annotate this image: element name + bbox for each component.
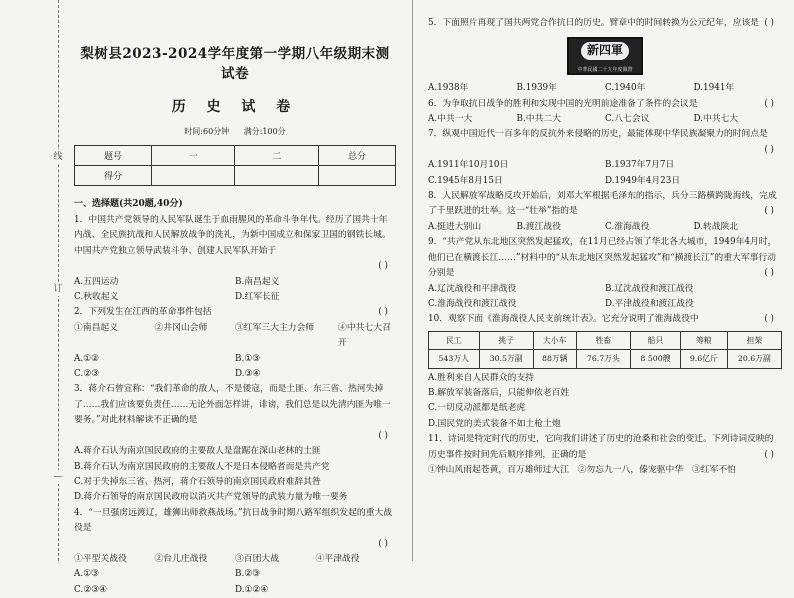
section-heading: 一、选择题(共20题,40分): [74, 199, 183, 209]
stats-header: 挑子: [479, 331, 533, 349]
score-header: 一: [152, 146, 235, 166]
armband-text: 新四軍: [581, 42, 629, 59]
score-cell: [152, 166, 235, 186]
question-stem: 6．为争取抗日战争的胜利和实现中国的光明前途准备了条件的会议是: [428, 98, 698, 109]
option: A.①②: [74, 353, 99, 364]
option: C.1945年8月15日: [428, 175, 503, 186]
stats-header: 民工: [429, 331, 480, 349]
score-header: 题号: [75, 146, 152, 166]
question-stem: 7．纵观中国近代一百多年的反抗外来侵略的历史，最能体现中华民族凝聚力的时间点是: [428, 129, 768, 140]
option: D.国民党的美式装备不如土枪土炮: [428, 418, 561, 429]
question-stem: 3．蒋介石曾宣称：“我们革命的敌人，不是倭寇，而是土匪、东三省、热河失掉了……我们应该要负责任……无论外面怎样讲，诽谤，我们总是以先清内匪为唯一要务。”对此材料解读不正确的是: [74, 384, 391, 426]
option-item: ④中共七大召开: [338, 322, 391, 349]
option-item: ④平津战役: [315, 553, 360, 564]
option: B.1939年: [516, 83, 557, 94]
question-stem: 2．下列发生在江西的革命事件包括: [74, 307, 212, 318]
option: B.中共二大: [516, 114, 561, 125]
stats-cell: 88万辆: [533, 350, 576, 368]
exam-subject: 历 史 试 卷: [171, 99, 299, 115]
question-2: [74, 305, 396, 382]
binding-mark: —: [50, 470, 66, 484]
answer-paren: ( ): [764, 206, 774, 217]
option: D.转战陕北: [693, 221, 739, 232]
stats-cell: 76.7万头: [576, 350, 630, 368]
option: D.①②④: [235, 584, 269, 595]
score-row-label: 得分: [75, 166, 152, 186]
option: C.淮海战役和渡江战役: [428, 298, 517, 309]
armband-subtext: 中華民國二十九年度佩帶: [577, 66, 633, 73]
answer-paren: ( ): [378, 538, 388, 549]
exam-title: 梨树县2023-2024学年度第一学期八年级期末测试卷: [80, 46, 390, 82]
answer-paren: ( ): [764, 449, 774, 460]
option: A.辽沈战役和平津战役: [428, 283, 517, 294]
stats-header: 筹粮: [680, 331, 727, 349]
option: B.②③: [235, 569, 261, 580]
option: A.①③: [74, 569, 99, 580]
support-stats-table: [428, 331, 782, 369]
exam-time: 时间:60分钟: [184, 127, 230, 136]
question-stem: 11．诗词是特定时代的历史，它向我们讲述了历史的沧桑和社会的变迁。下列诗词反映的历史事件按时间先后顺序排列，正确的是: [428, 434, 774, 460]
stats-cell: 20.6万副: [727, 350, 781, 368]
armband-photo: [567, 37, 643, 75]
option-item: ③百团大战: [235, 553, 279, 564]
option: D.蒋介石领导的南京国民政府以消灭共产党领导的武装力量为唯一要务: [74, 492, 348, 503]
option: C.淮海战役: [605, 221, 650, 232]
option: C.②③④: [74, 584, 107, 595]
option: A.1911年10月10日: [428, 160, 509, 171]
question-11: [428, 432, 782, 478]
option: C.一切反动派都是纸老虎: [428, 403, 526, 414]
stats-header: 牲畜: [576, 331, 630, 349]
answer-paren: ( ): [764, 18, 774, 28]
binding-mark: 订: [50, 282, 66, 296]
stats-header: 担架: [727, 331, 781, 349]
score-cell: [318, 166, 395, 186]
question-stem: 8．人民解放军战略反攻开始后，刘邓大军根据毛泽东的指示，兵分三路横跨陇海线，完成了千里跃进的壮举。这一“壮举”指的是: [428, 191, 777, 217]
question-7: [428, 127, 782, 189]
option-item: ③红军三大主力会师: [235, 322, 315, 333]
option: B.①③: [235, 353, 261, 364]
right-page: [420, 0, 792, 561]
option: B.解放军装备落后，只能伸依老百姓: [428, 387, 570, 398]
option: B.蒋介石认为南京国民政府的主要敌人不是日本侵略者而是共产党: [74, 461, 330, 472]
question-6: [428, 97, 782, 128]
binding-margin: [0, 0, 63, 561]
option-item: ②勿忘九一八，傣宠驱中华: [577, 464, 684, 475]
option: B.辽沈战役和渡江战役: [605, 283, 694, 294]
option-item: ①平型关战役: [74, 553, 127, 564]
binding-mark: 线: [50, 150, 66, 164]
option: B.南昌起义: [235, 276, 280, 287]
left-page: [64, 0, 404, 595]
option: D.1941年: [693, 83, 735, 94]
option: C.②③: [74, 369, 99, 380]
answer-paren: ( ): [378, 261, 388, 272]
question-1: [74, 213, 396, 305]
option: D.平津战役和渡江战役: [605, 298, 694, 309]
answer-paren: ( ): [764, 98, 774, 109]
question-5: [428, 16, 782, 97]
option: A.挺进大别山: [428, 221, 482, 232]
question-stem: 5．下面照片再现了国共两党合作抗日的历史。臂章中的时间转换为公元纪年，应该是: [428, 18, 760, 28]
option: C.秋收起义: [74, 292, 119, 303]
option-item: ①钟山风雨起苍黄，百万雄师过大江: [428, 464, 569, 475]
stats-cell: 9.6亿斤: [680, 350, 727, 368]
stats-cell: 8 500艘: [631, 350, 681, 368]
question-stem: 1．中国共产党领导的人民军队诞生于血雨腥风的革命斗争年代。经历了国共十年内战、全民族抗战和人民解放战争的洗礼，为新中国成立和保家卫国的钢铁长城。中国共产党独立领导武装斗争、创建人民军队开始于: [74, 215, 391, 256]
stats-cell: 543万人: [429, 350, 480, 368]
question-10: [428, 312, 782, 432]
option: C.1940年: [605, 83, 646, 94]
answer-paren: ( ): [378, 430, 388, 441]
option-item: ①南昌起义: [74, 322, 118, 333]
option: D.红军长征: [235, 292, 280, 303]
question-8: [428, 189, 782, 235]
stats-cell: 30.5万副: [479, 350, 533, 368]
exam-score: 满分:100分: [243, 127, 286, 136]
option: B.渡江战役: [516, 221, 561, 232]
question-stem: 10．观察下面《淮海战役人民支前统计表》。它充分说明了淮海战役中: [428, 314, 699, 325]
option: B.1937年7月7日: [605, 160, 675, 171]
option: C.对于失掉东三省、热河，蒋介石领导的南京国民政府难辞其咎: [74, 476, 321, 487]
stats-header: 大小车: [533, 331, 576, 349]
option: A.1938年: [428, 83, 469, 94]
option: A.蒋介石认为南京国民政府的主要敌人是盘踞在深山老林的土匪: [74, 446, 321, 457]
option: A.五四运动: [74, 276, 119, 287]
answer-paren: ( ): [378, 307, 388, 318]
stats-header: 船只: [631, 331, 681, 349]
option-item: ②井冈山会师: [154, 322, 208, 333]
option-item: ③红军不怕: [691, 464, 736, 475]
option: C.八七会议: [605, 114, 650, 125]
option: D.中共七大: [693, 114, 739, 125]
page-divider: [412, 0, 413, 561]
question-4: [74, 506, 396, 598]
score-header: 总分: [318, 146, 395, 166]
score-table: [74, 145, 396, 186]
answer-paren: ( ): [764, 144, 774, 155]
question-stem: 9．“共产党从东北地区突然发起猛攻，在11月已经占领了华北各大城市，1949年4月时，他们已在横渡长江……”材料中的“从东北地区突然发起猛攻”和“横渡长江”的重大军事行动分别是: [428, 237, 777, 279]
exam-meta: [74, 126, 396, 137]
question-3: [74, 382, 396, 505]
answer-paren: ( ): [764, 268, 774, 279]
question-stem: 4．“一旦强虏远渡辽，雄狮出师救燕战场。”抗日战争时期八路军组织发起的重大战役是: [74, 507, 393, 534]
option: A.胜利来自人民群众的支持: [428, 372, 534, 383]
answer-paren: ( ): [764, 314, 774, 325]
score-header: 二: [235, 146, 318, 166]
option: D.1949年4月23日: [605, 175, 681, 186]
option: D.③④: [235, 369, 261, 380]
score-cell: [235, 166, 318, 186]
option-item: ②台儿庄战役: [154, 553, 208, 564]
option: A.中共一大: [428, 114, 473, 125]
question-9: [428, 235, 782, 312]
